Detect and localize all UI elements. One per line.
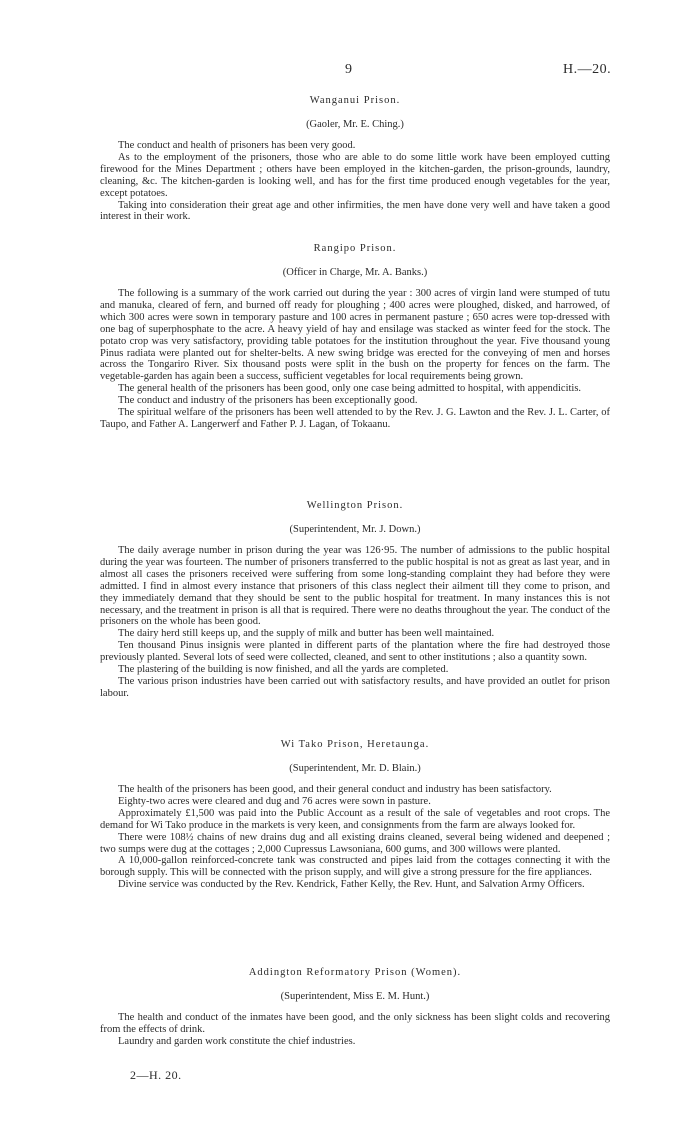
page-number: 9 [345, 62, 352, 77]
paragraph: The conduct and industry of the prisoners has been exceptionally good. [118, 395, 418, 407]
paragraph: Ten thousand Pinus insignis were planted in different parts of the plantation where the fire had destroyed those previously planted. Several lots of seed were collected, cleaned, and sent to other institutions ; also a quantity sown. [100, 640, 610, 664]
section-title: Wellington Prison. [306, 500, 404, 511]
section-subtitle: (Officer in Charge, Mr. A. Banks.) [282, 267, 428, 278]
signature-mark: 2—H. 20. [130, 1068, 182, 1082]
paragraph: Taking into consideration their great age and other infirmities, the men have done very well and have taken a good interest in their work. [100, 199, 610, 223]
paragraph: As to the employment of the prisoners, those who are able to do some little work have been employed cutting firewood for the Mines Department ; others have been employed in the kitchen-garden, the prison-grounds, laundry, cleaning, &c. The kitchen-garden is looking well, and has for the first time produced enough vegetables for the year, except potatoes. [100, 151, 610, 199]
section-subtitle: (Superintendent, Miss E. M. Hunt.) [280, 991, 430, 1002]
paragraph: The various prison industries have been carried out with satisfactory results, and have provided an outlet for prison labour. [100, 675, 610, 699]
section-addington-reformatory [100, 966, 610, 1048]
paragraph: Laundry and garden work constitute the chief industries. [118, 1035, 356, 1047]
paragraph: Divine service was conducted by the Rev. Kendrick, Father Kelly, the Rev. Hunt, and Salvation Army Officers. [118, 879, 585, 891]
paragraph: Approximately £1,500 was paid into the Public Account as a result of the sale of vegetables and root crops. The demand for Wi Tako produce in the markets is very keen, and consignments from the farm are always looked for. [100, 807, 610, 831]
section-title: Wi Tako Prison, Heretaunga. [280, 739, 430, 750]
paragraph: The daily average number in prison during the year was 126·95. The number of admissions to the public hospital during the year was fourteen. The number of prisoners transferred to the public hospital is not as great as last year, and in almost all cases the prisoners received were suffering from some long-standing complaint they had before they were admitted. I find in almost every instance that prisoners of this class neglect their ailment till they come to prison, and they immediately demand that they should be sent to the public hospital for treatment. In many instances this is not necessary, and the treatment in prison is all that is required. There were no deaths throughout the year. The conduct of the prisoners on the whole has been good. [100, 545, 610, 628]
paragraph: The spiritual welfare of the prisoners has been well attended to by the Rev. J. G. Lawton and the Rev. J. L. Carter, of Taupo, and Father A. Langerwerf and Father P. J. Lagan, of Tokaanu. [100, 407, 610, 430]
document-reference: H.—20. [563, 62, 612, 77]
section-title: Addington Reformatory Prison (Women). [248, 967, 462, 978]
section-subtitle: (Superintendent, Mr. J. Down.) [289, 524, 421, 535]
paragraph: The plastering of the building is now finished, and all the yards are completed. [118, 664, 449, 676]
section-rangipo-prison [100, 242, 610, 431]
section-title: Rangipo Prison. [313, 243, 397, 254]
paragraph: The health of the prisoners has been good, and their general conduct and industry has been satisfactory. [118, 784, 552, 795]
section-wanganui-prison [100, 94, 610, 223]
paragraph: There were 108½ chains of new drains dug and all existing drains cleaned, several being widened and deepened ; two sumps were dug at the cottages ; 2,000 Cupressus Lawsoniana, 600 gums, and 300 willows were planted. [100, 831, 610, 855]
paragraph: A 10,000-gallon reinforced-concrete tank was constructed and pipes laid from the cottages connecting it with the borough supply. This will be connected with the prison supply, and will give a strong pressure for the fire appliances. [100, 855, 610, 879]
paragraph: The following is a summary of the work carried out during the year : 300 acres of virgin land were stumped of tutu and manuka, cleared of fern, and burned off ready for ploughing ; 400 acres were ploughed, disked, and harrowed, of which 300 acres were sown in temporary pasture and 100 acres in permanent pasture ; 650 acres were top-dressed with one bag of superphosphate to the acre. A heavy yield of hay and ensilage was stacked as winter feed for the stock. The potato crop was very satisfactory, providing table potatoes for the institution throughout the year. Five thousand young Pinus radiata were planted out for shelter-belts. A new swing bridge was erected for the conveying of men and horses across the Tongariro River. Six thousand posts were split in the bush on the property for fences on the farm. The vegetable-garden has again been a success, sufficient vegetables for local requirements being grown. [100, 288, 610, 383]
page-header [0, 62, 700, 82]
section-subtitle: (Superintendent, Mr. D. Blain.) [289, 763, 421, 774]
paragraph: The general health of the prisoners has been good, only one case being admitted to hospital, with appendicitis. [118, 383, 582, 395]
paragraph: The conduct and health of prisoners has been very good. [118, 140, 356, 151]
section-wellington-prison [100, 499, 610, 700]
section-wi-tako-prison [100, 738, 610, 891]
paragraph: Eighty-two acres were cleared and dug and 76 acres were sown in pasture. [118, 795, 431, 807]
paragraph: The dairy herd still keeps up, and the supply of milk and butter has been well maintained. [118, 628, 495, 640]
paragraph: The health and conduct of the inmates have been good, and the only sickness has been slight colds and recovering from the effects of drink. [100, 1012, 610, 1035]
section-title: Wanganui Prison. [309, 95, 401, 106]
section-subtitle: (Gaoler, Mr. E. Ching.) [306, 119, 404, 130]
